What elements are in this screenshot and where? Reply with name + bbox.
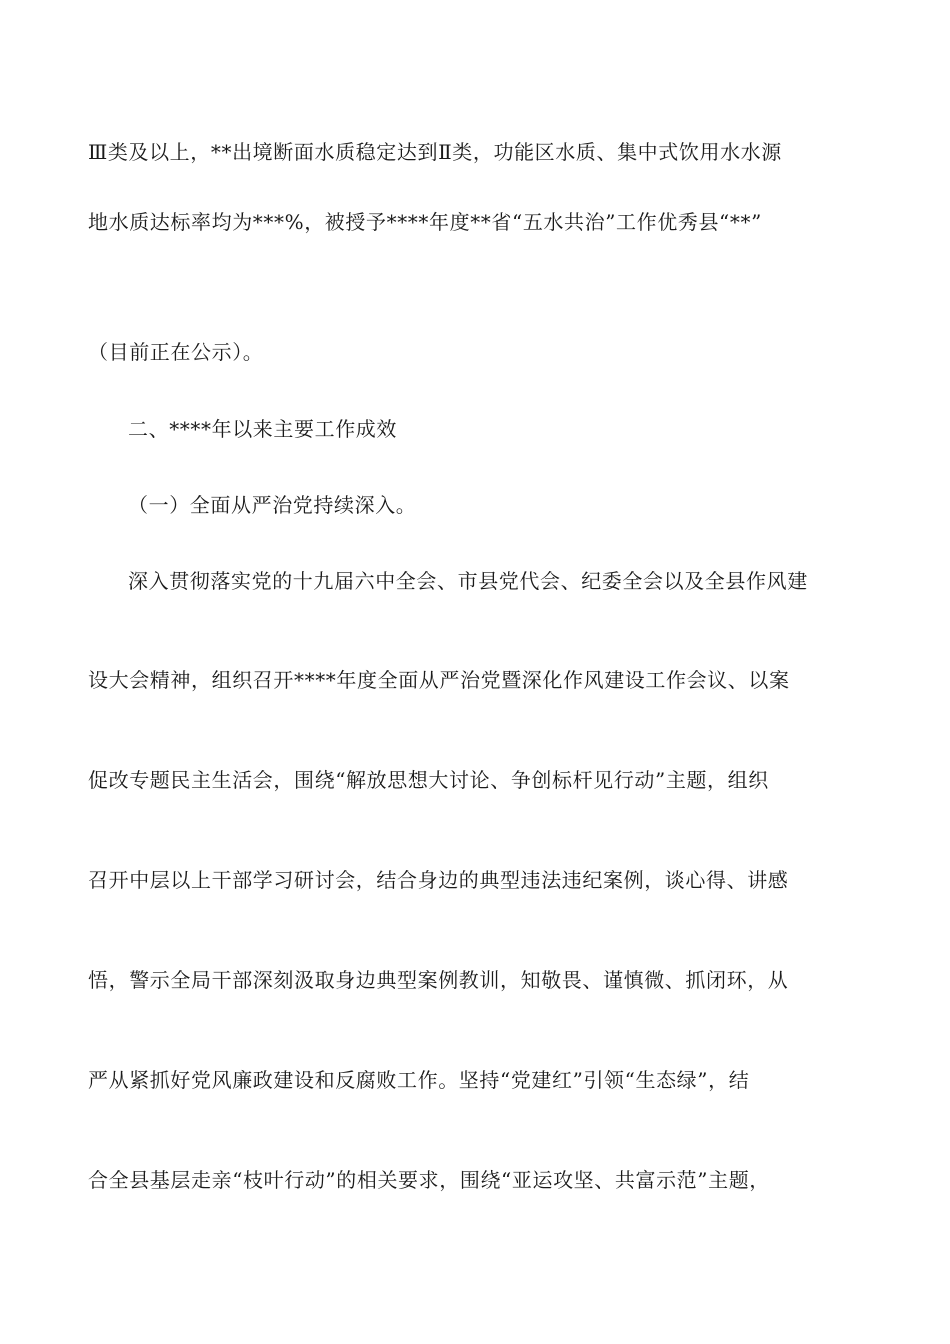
paragraph-line-8: 促改专题民主生活会，围绕“解放思想大讨论、争创标杆见行动”主题，组织: [88, 768, 769, 792]
paragraph-line-2: 地水质达标率均为***%，被授予****年度**省“五水共治”工作优秀县“**”: [88, 210, 762, 234]
paragraph-line-3: （目前正在公示）。: [88, 340, 264, 364]
subsection-heading: （一）全面从严治党持续深入。: [128, 493, 417, 517]
paragraph-line-11: 严从紧抓好党风廉政建设和反腐败工作。坚持“党建红”引领“生态绿”，结: [88, 1068, 750, 1092]
paragraph-line-6: 深入贯彻落实党的十九届六中全会、市县党代会、纪委全会以及全县作风建: [128, 569, 808, 593]
section-heading: 二、****年以来主要工作成效: [128, 417, 397, 441]
paragraph-line-7: 设大会精神，组织召开****年度全面从严治党暨深化作风建设工作会议、以案: [88, 668, 790, 692]
paragraph-line-12: 合全县基层走亲“枝叶行动”的相关要求，围绕“亚运攻坚、共富示范”主题，: [88, 1168, 770, 1192]
paragraph-line-10: 悟，警示全局干部深刻汲取身边典型案例教训，知敬畏、谨慎微、抓闭环，从: [88, 968, 789, 992]
paragraph-line-1: Ⅲ类及以上，**出境断面水质稳定达到Ⅱ类，功能区水质、集中式饮用水水源: [88, 140, 782, 164]
paragraph-line-9: 召开中层以上干部学习研讨会，结合身边的典型违法违纪案例，谈心得、讲感: [88, 868, 789, 892]
